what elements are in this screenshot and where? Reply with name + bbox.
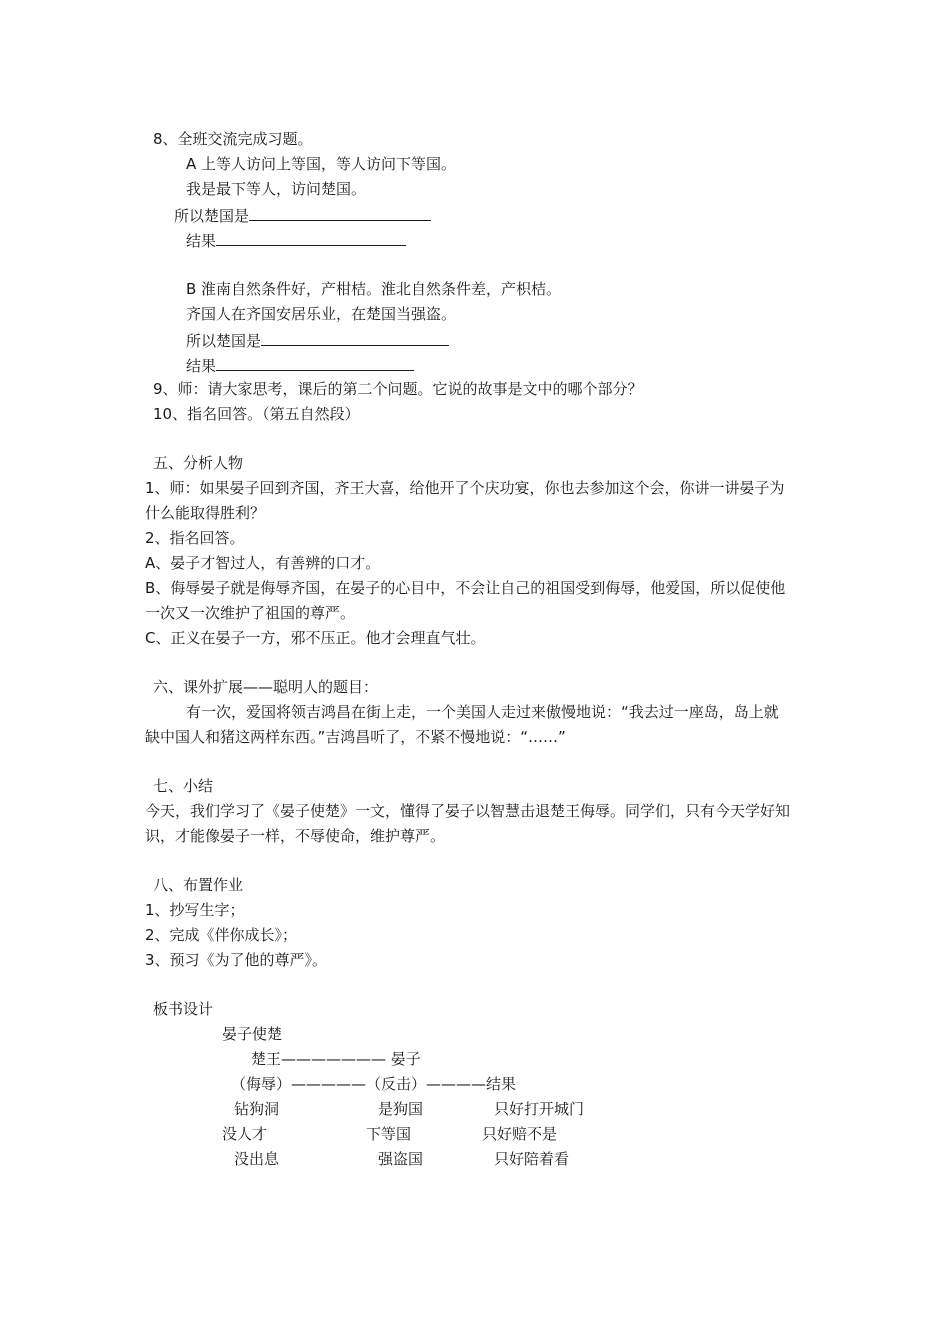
exercise-a-result-label: 结果 [186,232,217,250]
board-row-1-col-1: 钻狗洞 [234,1100,280,1118]
section-6-heading: 六、课外扩展——聪明人的题目： [153,678,379,696]
section-5-p2: 2、指名回答。 [145,529,245,547]
exercise-a-result-line [186,229,406,251]
item-9: 9、师：请大家思考，课后的第二个问题。它说的故事是文中的哪个部分？ [153,380,643,398]
board-row-3-col-2: 强盗国 [378,1150,424,1168]
section-5-answer-a: A、晏子才智过人，有善辨的口才。 [145,554,381,572]
exercise-a-line1: A 上等人访问上等国，等人访问下等国。 [186,155,457,173]
exercise-b-result-label: 结果 [186,357,217,375]
section-7-p1-line2: 识，才能像晏子一样，不辱使命，维护尊严。 [145,827,446,845]
board-heading: 板书设计 [153,1000,214,1018]
exercise-b-result-blank [216,354,414,371]
section-5-p1-line1: 1、师：如果晏子回到齐国，齐王大喜，给他开了个庆功宴，你也去参加这个会，你讲一讲晏子为 [145,479,785,497]
board-row-1-col-2: 是狗国 [378,1100,424,1118]
board-row-2-col-2: 下等国 [366,1125,412,1143]
section-8-heading: 八、布置作业 [153,876,244,894]
board-row-3-col-3: 只好陪着看 [494,1150,570,1168]
section-7-heading: 七、小结 [153,777,214,795]
section-5-answer-c: C、正义在晏子一方，邪不压正。他才会理直气壮。 [145,629,486,647]
item-10: 10、指名回答。（第五自然段） [153,405,360,423]
board-title: 晏子使楚 [222,1025,283,1043]
board-row-3-col-1: 没出息 [234,1150,280,1168]
board-row-2-col-1: 没人才 [222,1125,268,1143]
section-6-p1-line2: 缺中国人和猪这两样东西。”吉鸿昌听了，不紧不慢地说：“……” [145,728,566,746]
exercise-b-line2: 齐国人在齐国安居乐业，在楚国当强盗。 [186,305,457,323]
homework-item-2: 2、完成《伴你成长》； [145,926,298,944]
homework-item-3: 3、预习《为了他的尊严》。 [145,951,328,969]
section-5-p1-line2: 什么能取得胜利？ [145,504,266,522]
board-line-2: （侮辱）—————（反击）————结果 [231,1075,517,1093]
board-row-2-col-3: 只好赔不是 [482,1125,558,1143]
exercise-b-result-line [186,354,414,376]
item-8: 8、全班交流完成习题。 [153,130,313,148]
board-line-1: 楚王——————— 晏子 [251,1050,421,1068]
section-5-answer-b-line1: B、侮辱晏子就是侮辱齐国，在晏子的心目中，不会让自己的祖国受到侮辱，他爱国，所以促使他 [145,579,786,597]
board-row-1-col-3: 只好打开城门 [494,1100,585,1118]
exercise-a-so-blank [249,204,431,221]
exercise-b-so-line [186,329,449,351]
exercise-a-so-label: 所以楚国是 [174,207,250,225]
exercise-a-result-blank [216,229,406,246]
section-5-answer-b-line2: 一次又一次维护了祖国的尊严。 [145,604,356,622]
section-6-p1-line1: 有一次，爱国将领吉鸿昌在街上走，一个美国人走过来傲慢地说：“我去过一座岛，岛上就 [186,703,779,721]
exercise-a-so-line [174,204,431,226]
section-5-heading: 五、分析人物 [153,454,244,472]
exercise-b-so-label: 所以楚国是 [186,332,262,350]
exercise-b-so-blank [261,329,449,346]
homework-item-1: 1、抄写生字； [145,901,245,919]
exercise-b-line1: B 淮南自然条件好，产柑桔。淮北自然条件差，产枳桔。 [186,280,562,298]
exercise-a-line2: 我是最下等人，访问楚国。 [186,180,367,198]
section-7-p1-line1: 今天，我们学习了《晏子使楚》一文，懂得了晏子以智慧击退楚王侮辱。同学们，只有今天学好知 [145,802,791,820]
